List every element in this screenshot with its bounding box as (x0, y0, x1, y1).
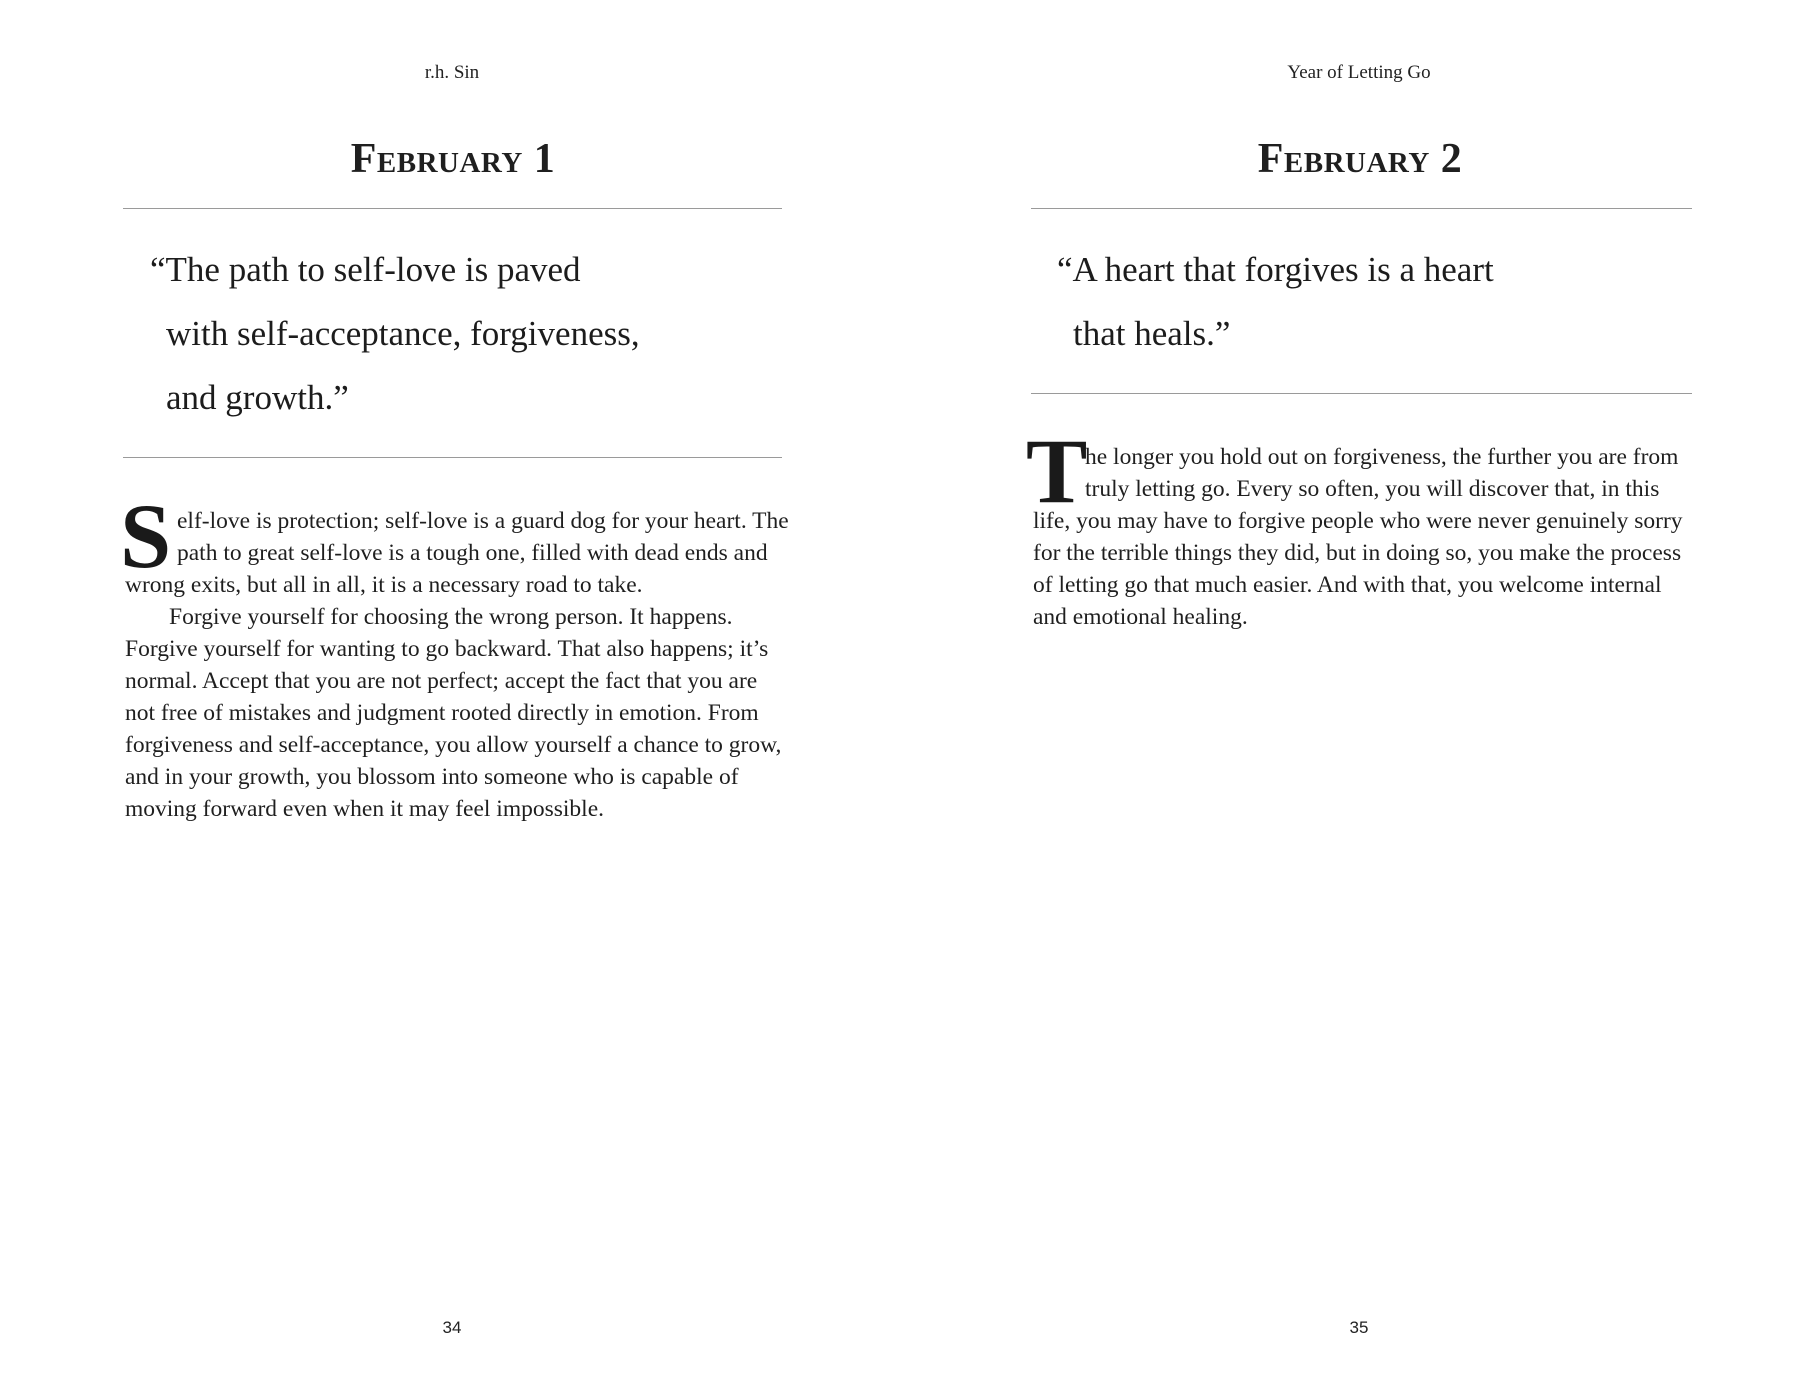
right-page (900, 0, 1800, 1395)
body-line: moving forward even when it may feel impossible. (125, 796, 605, 822)
entry-body (1033, 441, 1683, 633)
body-line: truly letting go. Every so often, you will discover that, in this (1085, 476, 1660, 502)
body-line: of letting go that much easier. And with that, you welcome internal (1033, 572, 1662, 598)
quote-line: and growth.” (166, 378, 349, 417)
body-line: Forgive yourself for wanting to go backward. That also happens; it’s (125, 636, 769, 662)
quote-line: “A heart that forgives is a heart (1057, 250, 1494, 289)
body-line: not free of mistakes and judgment rooted directly in emotion. From (125, 700, 759, 726)
quote-line: that heals.” (1073, 314, 1231, 353)
title-rule (123, 208, 782, 209)
entry-date-title: February 2 (1257, 136, 1463, 182)
epigraph-quote (1057, 238, 1494, 366)
body-line: he longer you hold out on forgiveness, the further you are from (1085, 444, 1679, 470)
entry-date-title: February 1 (350, 136, 556, 182)
body-line: normal. Accept that you are not perfect; accept the fact that you are (125, 668, 758, 694)
running-head-title: Year of Letting Go (1287, 62, 1431, 83)
drop-cap: S (120, 485, 172, 587)
body-line: for the terrible things they did, but in doing so, you make the process (1033, 540, 1682, 566)
body-line: elf-love is protection; self-love is a guard dog for your heart. The (177, 508, 789, 534)
body-line: Forgive yourself for choosing the wrong person. It happens. (169, 604, 733, 630)
quote-rule (1031, 393, 1692, 394)
body-line: and emotional healing. (1033, 604, 1248, 630)
quote-line: “The path to self-love is paved (150, 250, 581, 289)
running-head-author: r.h. Sin (424, 62, 480, 83)
page-number: 35 (1349, 1318, 1369, 1337)
epigraph-quote (150, 238, 640, 430)
body-line: wrong exits, but all in all, it is a necessary road to take. (125, 572, 643, 598)
entry-body (125, 505, 789, 825)
body-line: life, you may have to forgive people who were never genuinely sorry (1033, 508, 1683, 534)
drop-cap: T (1026, 420, 1088, 522)
body-line: path to great self-love is a tough one, filled with dead ends and (177, 540, 768, 566)
body-line: and in your growth, you blossom into someone who is capable of (125, 764, 739, 790)
body-line: forgiveness and self-acceptance, you allow yourself a chance to grow, (125, 732, 782, 758)
quote-line: with self-acceptance, forgiveness, (166, 314, 640, 353)
page-number: 34 (442, 1318, 462, 1337)
title-rule (1031, 208, 1692, 209)
quote-rule (123, 457, 782, 458)
